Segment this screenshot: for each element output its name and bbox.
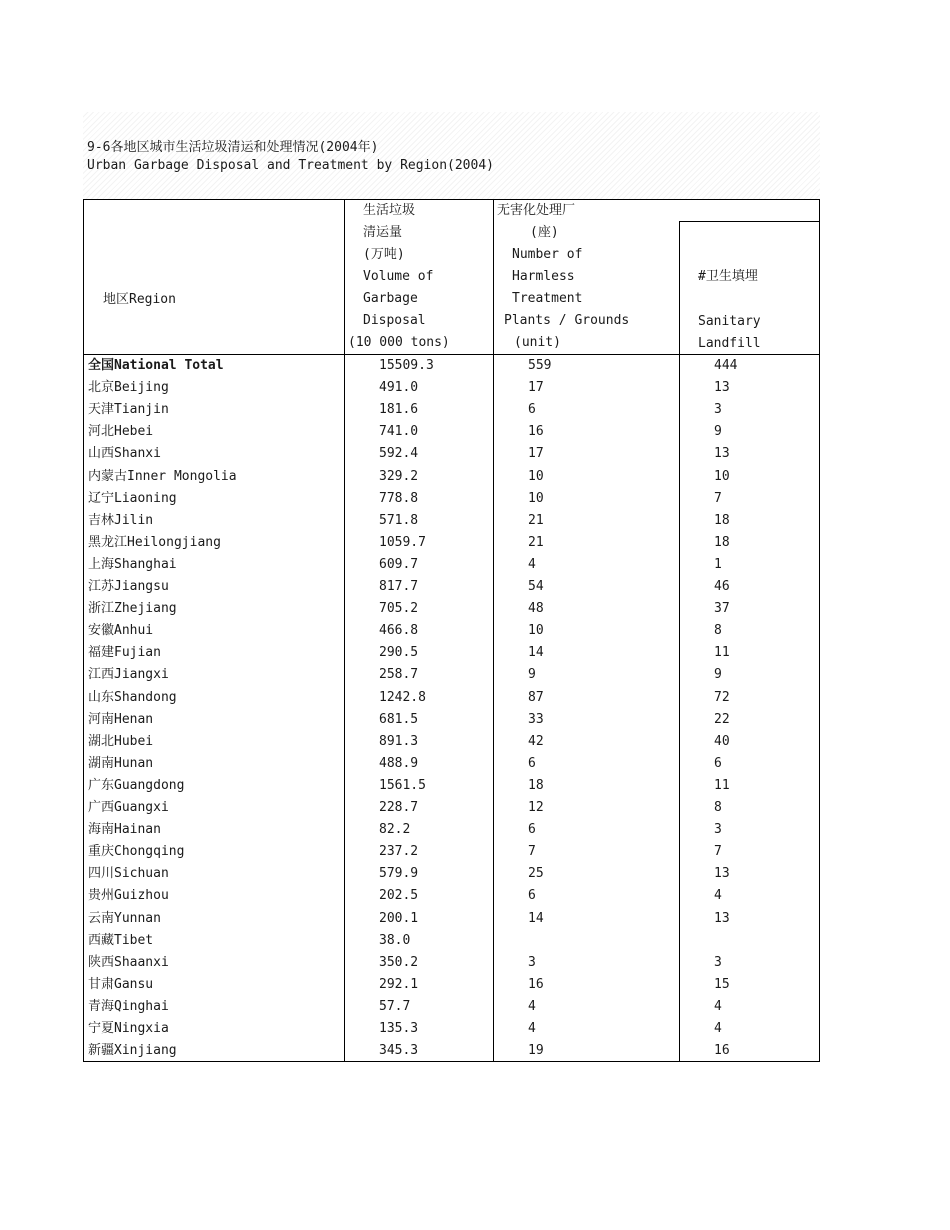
cell-landfill: 4 (714, 1021, 722, 1036)
cell-landfill: 10 (714, 468, 730, 484)
table-row (84, 488, 819, 510)
cell-volume: 181.6 (379, 402, 419, 418)
cell-region: 西藏Tibet (88, 932, 154, 948)
cell-landfill: 7 (714, 490, 722, 506)
cell-region: 辽宁Liaoning (88, 490, 177, 506)
cell-plants: 25 (528, 866, 544, 882)
cell-plants: 54 (528, 579, 544, 594)
cell-landfill: 37 (714, 601, 730, 617)
cell-plants: 33 (528, 711, 544, 727)
table-row (84, 841, 819, 863)
cell-landfill: 8 (714, 623, 722, 639)
cell-plants: 87 (528, 689, 544, 705)
cell-plants: 6 (528, 402, 536, 418)
cell-landfill: 1 (714, 556, 722, 572)
cell-plants: 9 (528, 667, 536, 683)
cell-plants: 18 (528, 777, 544, 793)
table-row (84, 775, 819, 797)
cell-plants: 17 (528, 380, 544, 396)
cell-volume: 817.7 (379, 579, 419, 594)
cell-region: 宁夏Ningxia (88, 1021, 169, 1036)
cell-landfill: 13 (714, 910, 730, 926)
cell-region: 上海Shanghai (88, 556, 177, 572)
table-row (84, 930, 819, 952)
cell-plants: 14 (528, 910, 544, 926)
cell-plants: 19 (528, 1043, 544, 1059)
cell-region: 北京Beijing (88, 380, 169, 396)
table-row (84, 996, 819, 1018)
cell-landfill: 6 (714, 755, 722, 771)
cell-landfill: 8 (714, 800, 722, 815)
cell-landfill: 46 (714, 579, 730, 594)
cell-landfill: 3 (714, 822, 722, 838)
cell-volume: 38.0 (379, 932, 411, 948)
table-row (84, 687, 819, 709)
cell-volume: 329.2 (379, 468, 419, 484)
cell-plants: 21 (528, 512, 544, 528)
cell-landfill: 7 (714, 844, 722, 860)
cell-plants: 10 (528, 468, 544, 484)
cell-region: 河北Hebei (88, 424, 154, 440)
table-row (84, 598, 819, 620)
cell-region: 新疆Xinjiang (88, 1043, 177, 1059)
cell-region: 甘肃Gansu (88, 976, 154, 992)
table-row (84, 709, 819, 731)
cell-region: 吉林Jilin (88, 512, 154, 528)
table-row (84, 377, 819, 399)
cell-landfill: 40 (714, 733, 730, 749)
table-row (84, 620, 819, 642)
cell-volume: 350.2 (379, 954, 419, 970)
cell-plants: 4 (528, 556, 536, 572)
cell-region: 河南Henan (88, 711, 154, 727)
cell-volume: 57.7 (379, 998, 411, 1014)
table-row (84, 532, 819, 554)
cell-plants: 10 (528, 623, 544, 639)
cell-landfill: 13 (714, 866, 730, 882)
table-row (84, 642, 819, 664)
cell-plants: 4 (528, 1021, 536, 1036)
cell-region: 黑龙江Heilongjiang (88, 534, 221, 550)
cell-region: 青海Qinghai (88, 998, 169, 1014)
cell-volume: 778.8 (379, 490, 419, 506)
cell-volume: 292.1 (379, 976, 419, 992)
cell-region: 陕西Shaanxi (88, 954, 169, 970)
cell-landfill: 11 (714, 777, 730, 793)
cell-plants: 6 (528, 822, 536, 838)
cell-plants: 12 (528, 800, 544, 815)
table-row (84, 885, 819, 907)
table-row (84, 554, 819, 576)
cell-volume: 466.8 (379, 623, 419, 639)
cell-volume: 290.5 (379, 645, 419, 661)
cell-plants: 10 (528, 490, 544, 506)
cell-landfill: 18 (714, 534, 730, 550)
table-row (84, 664, 819, 686)
cell-volume: 1059.7 (379, 534, 426, 550)
cell-region: 海南Hainan (88, 822, 161, 838)
cell-plants: 6 (528, 888, 536, 904)
cell-volume: 135.3 (379, 1021, 419, 1036)
header-plants: 无害化处理厂 (座) Number of Harmless Treatment Plants / Grounds (unit) (497, 203, 630, 350)
cell-volume: 200.1 (379, 910, 419, 926)
cell-region: 内蒙古Inner Mongolia (88, 468, 237, 484)
cell-volume: 1242.8 (379, 689, 426, 705)
table-row (84, 797, 819, 819)
table-row (84, 753, 819, 775)
cell-region: 湖北Hubei (88, 733, 154, 749)
table-row (84, 443, 819, 465)
cell-landfill: 11 (714, 645, 730, 661)
header-region: 地区Region (103, 292, 176, 307)
cell-volume: 705.2 (379, 601, 419, 617)
title-background (83, 112, 820, 200)
header-landfill-top: #卫生填埋 (698, 269, 758, 284)
cell-region: 广东Guangdong (88, 777, 185, 793)
cell-volume: 741.0 (379, 424, 419, 440)
cell-landfill: 3 (714, 402, 722, 418)
table-row (84, 466, 819, 488)
header-volume: 生活垃圾 清运量 (万吨) Volume of Garbage Disposal (10 000 tons) (348, 203, 450, 350)
cell-region: 四川Sichuan (88, 866, 169, 882)
table-row (84, 731, 819, 753)
cell-volume: 681.5 (379, 711, 419, 727)
cell-volume: 488.9 (379, 755, 419, 771)
cell-region: 湖南Hunan (88, 755, 154, 771)
cell-region: 天津Tianjin (88, 402, 169, 418)
cell-landfill: 16 (714, 1043, 730, 1059)
table-row (84, 421, 819, 443)
cell-region: 重庆Chongqing (88, 844, 185, 860)
table-row (84, 819, 819, 841)
cell-volume: 592.4 (379, 446, 419, 462)
cell-volume: 1561.5 (379, 777, 426, 793)
cell-plants: 21 (528, 534, 544, 550)
cell-landfill: 4 (714, 998, 722, 1014)
cell-volume: 891.3 (379, 733, 419, 749)
table-title-cn: 9-6各地区城市生活垃圾清运和处理情况(2004年) (87, 140, 379, 155)
table-row (84, 863, 819, 885)
cell-landfill: 444 (714, 358, 738, 373)
cell-landfill: 4 (714, 888, 722, 904)
cell-landfill: 9 (714, 424, 722, 440)
cell-region: 贵州Guizhou (88, 888, 169, 904)
cell-volume: 202.5 (379, 888, 419, 904)
table-row (84, 974, 819, 996)
cell-volume: 258.7 (379, 667, 419, 683)
cell-landfill: 13 (714, 380, 730, 396)
cell-region: 江西Jiangxi (88, 667, 169, 683)
cell-volume: 237.2 (379, 844, 419, 860)
header-landfill: Sanitary Landfill (698, 314, 761, 351)
cell-plants: 42 (528, 733, 544, 749)
cell-landfill: 22 (714, 711, 730, 727)
cell-landfill: 18 (714, 512, 730, 528)
cell-plants: 6 (528, 755, 536, 771)
cell-volume: 579.9 (379, 866, 419, 882)
cell-plants: 16 (528, 976, 544, 992)
cell-plants: 16 (528, 424, 544, 440)
cell-plants: 7 (528, 844, 536, 860)
cell-landfill: 72 (714, 689, 730, 705)
cell-volume: 571.8 (379, 512, 419, 528)
cell-plants: 14 (528, 645, 544, 661)
table-row-total (84, 355, 819, 377)
cell-volume: 228.7 (379, 800, 419, 815)
cell-volume: 491.0 (379, 380, 419, 396)
cell-landfill: 13 (714, 446, 730, 462)
cell-plants: 4 (528, 998, 536, 1014)
cell-region: 山西Shanxi (88, 446, 161, 462)
header-subrule (679, 221, 819, 222)
cell-region: 福建Fujian (88, 645, 161, 661)
cell-landfill: 3 (714, 954, 722, 970)
cell-region: 江苏Jiangsu (88, 579, 169, 594)
cell-volume: 82.2 (379, 822, 411, 838)
table-title-en: Urban Garbage Disposal and Treatment by Region(2004) (87, 158, 494, 173)
table-row (84, 1040, 819, 1062)
table-row (84, 576, 819, 598)
cell-plants: 17 (528, 446, 544, 462)
table-row (84, 908, 819, 930)
cell-region: 浙江Zhejiang (88, 601, 177, 617)
cell-plants: 3 (528, 954, 536, 970)
table-row (84, 952, 819, 974)
cell-region: 山东Shandong (88, 689, 177, 705)
cell-plants: 48 (528, 601, 544, 617)
table-row (84, 1018, 819, 1040)
cell-volume: 609.7 (379, 556, 419, 572)
table-row (84, 399, 819, 421)
cell-volume: 15509.3 (379, 358, 434, 373)
cell-region: 安徽Anhui (88, 623, 154, 639)
table-row (84, 510, 819, 532)
cell-region: 广西Guangxi (88, 800, 169, 815)
cell-landfill: 9 (714, 667, 722, 683)
cell-plants: 559 (528, 358, 552, 373)
cell-region: 云南Yunnan (88, 910, 161, 926)
cell-landfill: 15 (714, 976, 730, 992)
cell-region: 全国National Total (88, 358, 224, 373)
cell-volume: 345.3 (379, 1043, 419, 1059)
